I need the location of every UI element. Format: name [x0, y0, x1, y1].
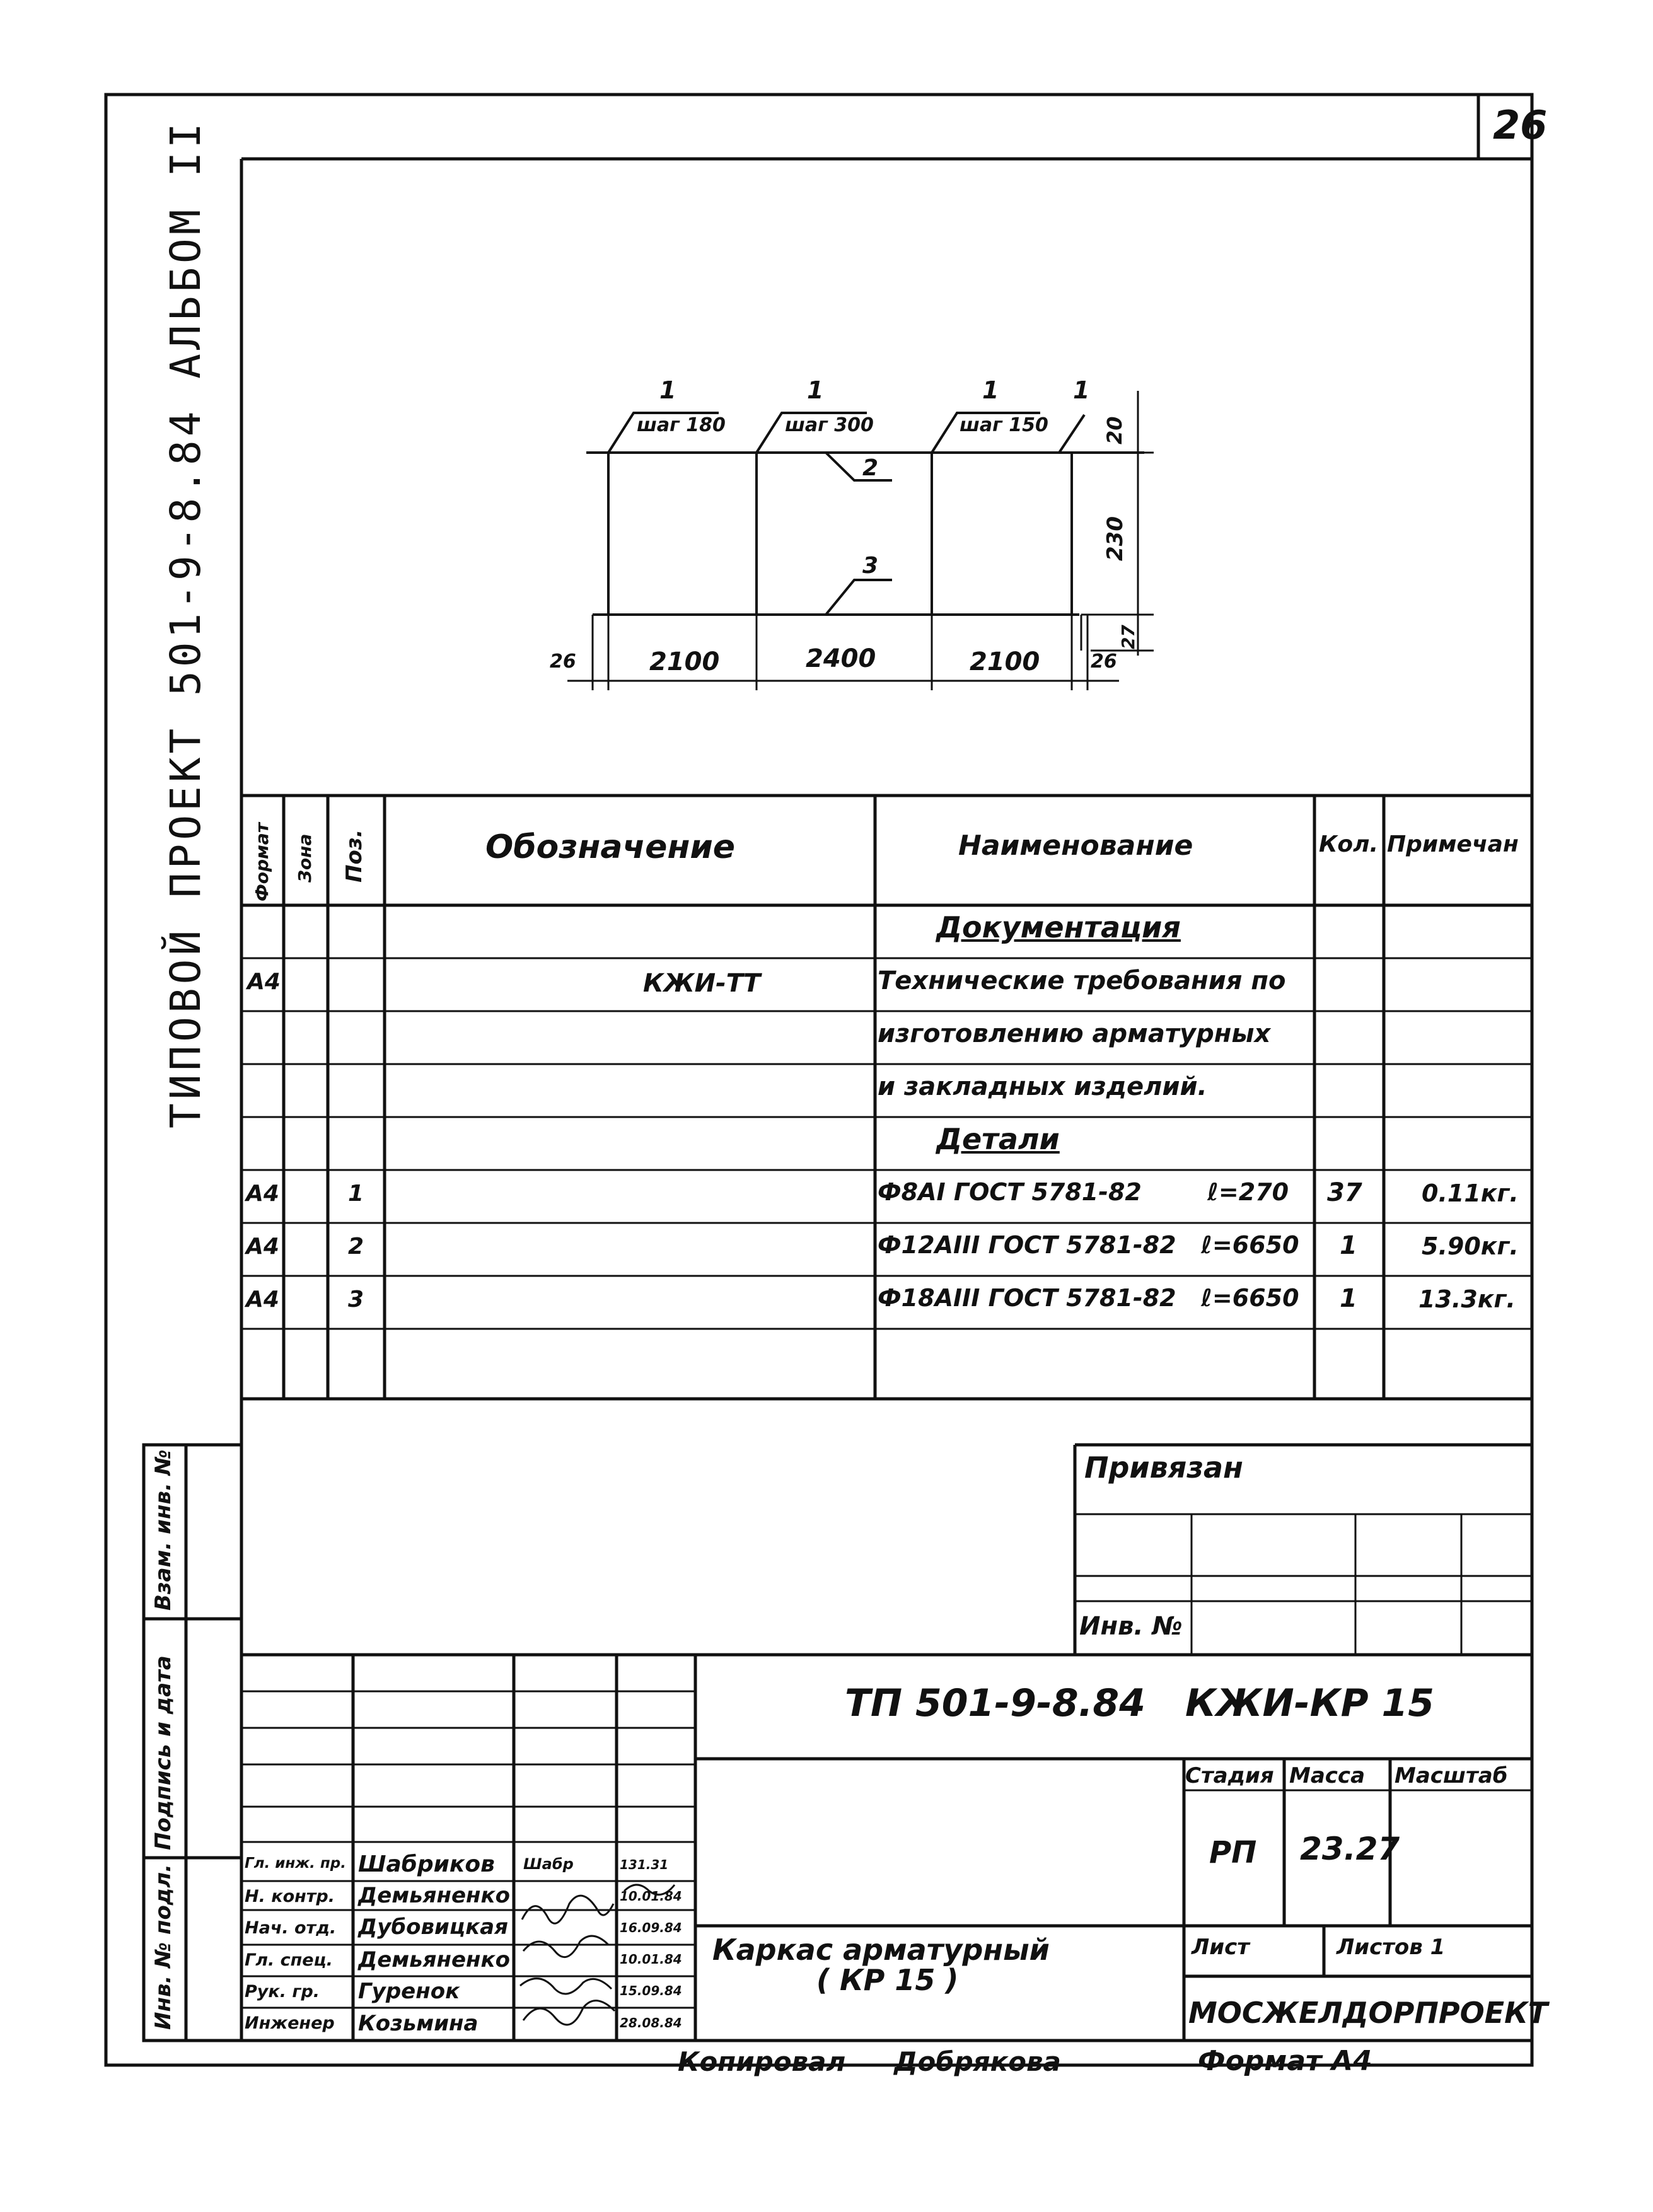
sig-role: Н. контр.	[245, 1887, 335, 1906]
sig-name: Демьяненко	[358, 1883, 510, 1908]
dim-horizontal: 2100	[970, 647, 1040, 676]
footer-format: Формат А4	[1198, 2045, 1372, 2077]
sig-role: Гл. спец.	[245, 1950, 333, 1970]
sig-date: 10.01.84	[620, 1889, 682, 1904]
spec-cell-length: ℓ=270	[1207, 1178, 1289, 1206]
item-title-line2: ( КР 15 )	[816, 1963, 959, 1997]
sheet-corner-number: 26	[1493, 102, 1548, 148]
dim-horizontal: 26	[550, 651, 576, 673]
dim-vertical: 230	[1103, 516, 1128, 561]
spec-header-pos: Поз.	[342, 829, 367, 883]
stage-label: Стадия	[1185, 1763, 1274, 1788]
spec-cell-note: 5.90кг.	[1422, 1232, 1519, 1260]
spec-cell-name: Ф8АI ГОСТ 5781-82	[878, 1178, 1142, 1206]
spec-header-qty: Кол.	[1319, 831, 1379, 857]
sig-date: 28.08.84	[620, 2015, 682, 2030]
footer-copied-by: Копировал	[678, 2046, 846, 2077]
spec-cell-format: А4	[246, 1287, 279, 1312]
sig-name: Дубовицкая	[358, 1914, 508, 1940]
spec-cell-name: изготовлению арматурных	[878, 1019, 1271, 1048]
dim-vertical: 20	[1103, 416, 1127, 444]
spec-cell-qty: 1	[1340, 1231, 1357, 1260]
sig-date: 131.31	[620, 1857, 669, 1872]
leader-mark: 3	[862, 553, 879, 579]
sig-role: Гл. инж. пр.	[245, 1855, 346, 1872]
spec-cell-name: Ф18АIII ГОСТ 5781-82	[878, 1284, 1176, 1312]
binding-box-inv-no: Инв. №	[1079, 1612, 1183, 1641]
spec-cell-format: А4	[247, 969, 281, 995]
dim-vertical: 27	[1118, 625, 1139, 649]
leader-mark: 1	[1073, 376, 1090, 404]
spec-header-note: Примечан	[1387, 831, 1519, 857]
spec-header-designation: Обозначение	[485, 828, 736, 866]
signature-scribble	[523, 1936, 608, 1957]
side-strip-replace-inv: Взам. инв. №	[151, 1449, 176, 1611]
spec-cell-format: А4	[246, 1181, 279, 1207]
mass-value: 23.27	[1300, 1831, 1400, 1867]
sig-sign: Шабр	[523, 1855, 574, 1873]
sig-date: 15.09.84	[620, 1983, 682, 1998]
leader-mark: 1	[659, 376, 676, 404]
step-label: шаг 300	[785, 414, 874, 436]
signature-scribble	[624, 1885, 675, 1895]
spec-cell-pos: 3	[348, 1287, 364, 1312]
signature-scribble	[522, 1896, 613, 1923]
title-doc-code: КЖИ-КР 15	[1185, 1681, 1435, 1725]
dim-horizontal: 2100	[649, 647, 720, 676]
footer-copier: Добрякова	[894, 2046, 1061, 2077]
sig-role: Рук. гр.	[245, 1982, 320, 2001]
sig-date: 10.01.84	[620, 1952, 682, 1967]
step-label: шаг 180	[637, 414, 726, 436]
sheet-label: Лист	[1192, 1935, 1250, 1960]
signature-scribble	[523, 2001, 615, 2025]
spec-cell-length: ℓ=6650	[1201, 1284, 1299, 1312]
leader-mark: 2	[862, 455, 879, 481]
spec-cell-note: 13.3кг.	[1418, 1285, 1516, 1313]
dim-horizontal: 2400	[806, 644, 876, 673]
spec-cell-name: и закладных изделий.	[878, 1072, 1207, 1101]
spec-header-zone: Зона	[294, 833, 315, 883]
spec-cell-qty: 37	[1327, 1178, 1362, 1207]
spec-cell-pos: 2	[348, 1234, 364, 1259]
sig-name: Козьмина	[358, 2011, 478, 2036]
spec-section-details: Детали	[936, 1122, 1060, 1156]
sig-date: 16.09.84	[620, 1920, 682, 1935]
spec-cell-pos: 1	[348, 1181, 364, 1207]
spec-cell-name: Технические требования по	[878, 966, 1286, 995]
dim-horizontal: 26	[1091, 651, 1117, 673]
stage-value: РП	[1209, 1835, 1257, 1870]
spec-header-name: Наименование	[958, 830, 1193, 862]
side-strip-orig-inv: Инв. № подл.	[151, 1863, 176, 2030]
signature-scribble	[520, 1979, 612, 1994]
sheets-count: Листов 1	[1337, 1935, 1446, 1960]
scale-label: Масштаб	[1395, 1763, 1508, 1788]
side-strip-sign-date: Подпись и дата	[151, 1655, 176, 1850]
leader-mark: 1	[807, 376, 824, 404]
sig-role: Инженер	[245, 2013, 335, 2033]
title-project-code: ТП 501-9-8.84	[845, 1681, 1146, 1725]
binding-box-title: Привязан	[1084, 1451, 1243, 1485]
leader-mark: 1	[982, 376, 999, 404]
mass-label: Масса	[1289, 1763, 1366, 1788]
sig-role: Нач. отд.	[245, 1918, 337, 1938]
organization-name: МОСЖЕЛДОРПРОЕКТ	[1188, 1996, 1548, 2030]
spec-cell-note: 0.11кг.	[1422, 1179, 1519, 1207]
spec-cell-designation: КЖИ-ТТ	[643, 969, 761, 998]
sig-name: Гуренок	[358, 1979, 460, 2004]
step-label: шаг 150	[960, 414, 1048, 436]
item-title-line1: Каркас арматурный	[712, 1933, 1050, 1967]
spec-cell-length: ℓ=6650	[1201, 1231, 1299, 1259]
spec-cell-format: А4	[246, 1234, 279, 1259]
spec-section-documentation: Документация	[936, 910, 1181, 944]
binding-title: ТИПОВОЙ ПРОЕКТ 501-9-8.84 АЛЬБОМ II	[161, 119, 210, 1128]
spec-cell-name: Ф12АIII ГОСТ 5781-82	[878, 1231, 1176, 1259]
sig-name: Шабриков	[358, 1851, 495, 1877]
sig-name: Демьяненко	[358, 1947, 510, 1972]
spec-header-format: Формат	[252, 822, 272, 901]
spec-cell-qty: 1	[1340, 1284, 1357, 1313]
